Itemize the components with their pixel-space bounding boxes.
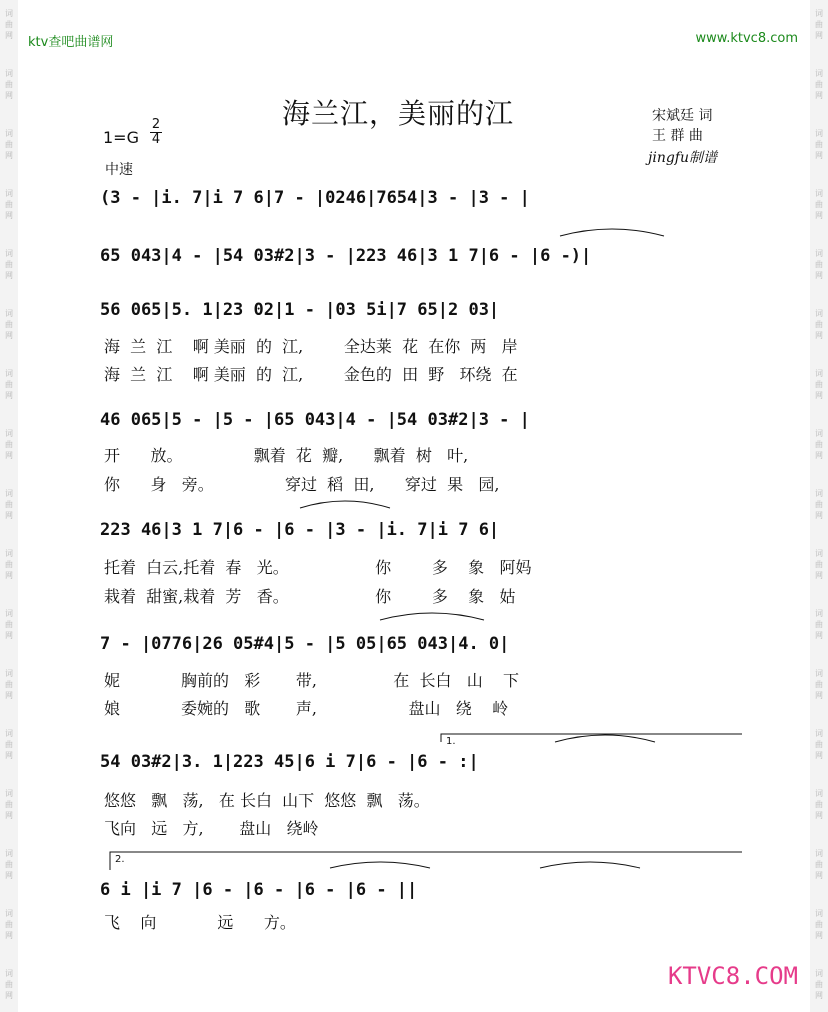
- side-watermark: 词 曲 网: [5, 309, 13, 340]
- lyric-line-5b: 栽着 甜蜜,栽着 芳 香。 你 多 象 姑: [104, 587, 516, 606]
- lyric-line-7b: 飞向 远 方, 盘山 绕岭: [104, 819, 319, 838]
- footer-logo[interactable]: KTVC8.COM: [667, 962, 798, 990]
- side-watermark: 词 曲 网: [815, 69, 823, 100]
- notation-line-2: 65 043|4 - |54 03#2|3 - |223 46|3 1 7|6 - |6 -)|: [100, 246, 592, 266]
- lyric-line-5a: 托着 白云,托着 春 光。 你 多 象 阿妈: [104, 558, 532, 577]
- notation-line-7: 54 03#2|3. 1|223 45|6 i 7|6 - |6 - :|: [100, 752, 479, 772]
- side-watermark: 词 曲 网: [815, 609, 823, 640]
- side-watermark: 词 曲 网: [5, 429, 13, 460]
- tie-4: [555, 735, 655, 742]
- side-watermark: 词 曲 网: [815, 309, 823, 340]
- side-watermark: 词 曲 网: [815, 729, 823, 760]
- first-ending-label: 1.: [446, 736, 456, 747]
- lyric-line-3a: 海 兰 江 啊 美丽 的 江, 全达莱 花 在你 两 岸: [104, 337, 518, 356]
- side-watermark: 词 曲 网: [5, 789, 13, 820]
- notation-line-1: (3 - |i. 7|i 7 6|7 - |0246|7654|3 - |3 - |: [100, 188, 530, 208]
- side-watermark: 词 曲 网: [5, 189, 13, 220]
- tie-5: [330, 862, 430, 868]
- side-watermark: 词 曲 网: [5, 609, 13, 640]
- side-watermark: 词 曲 网: [5, 69, 13, 100]
- tie-1: [560, 229, 664, 236]
- notation-line-8: 6 i |i 7 |6 - |6 - |6 - |6 - ||: [100, 880, 418, 900]
- side-watermark: 词 曲 网: [815, 909, 823, 940]
- side-watermark: 词 曲 网: [815, 789, 823, 820]
- side-watermark: 词 曲 网: [815, 429, 823, 460]
- second-ending-label: 2.: [115, 854, 125, 865]
- side-watermark: 词 曲 网: [5, 549, 13, 580]
- key-signature: 1=G: [103, 128, 139, 147]
- side-watermark: 词 曲 网: [5, 9, 13, 40]
- side-watermark: 词 曲 网: [5, 129, 13, 160]
- side-watermark: 词 曲 网: [815, 969, 823, 1000]
- side-watermark: 词 曲 网: [5, 969, 13, 1000]
- lyric-line-3b: 海 兰 江 啊 美丽 的 江, 金色的 田 野 环绕 在: [104, 365, 518, 384]
- composer-credit: 王 群 曲: [652, 128, 703, 144]
- side-watermark: 词 曲 网: [5, 489, 13, 520]
- tie-6: [540, 862, 640, 868]
- lyric-line-6b: 娘 委婉的 歌 声, 盘山 绕 岭: [104, 699, 509, 718]
- notation-line-3: 56 065|5. 1|23 02|1 - |03 5i|7 65|2 03|: [100, 300, 500, 320]
- side-watermark: 词 曲 网: [815, 189, 823, 220]
- side-watermark: 词 曲 网: [815, 249, 823, 280]
- tempo-marking: 中速: [105, 162, 133, 178]
- side-watermark: 词 曲 网: [815, 489, 823, 520]
- lyric-line-4b: 你 身 旁。 穿过 稻 田, 穿过 果 园,: [104, 475, 500, 494]
- site-url-right[interactable]: www.ktvc8.com: [695, 31, 798, 46]
- side-watermark: 词 曲 网: [815, 549, 823, 580]
- lyric-line-8a: 飞 向 远 方。: [104, 913, 296, 932]
- side-watermark: 词 曲 网: [815, 669, 823, 700]
- lyric-line-6a: 妮 胸前的 彩 带, 在 长白 山 下: [104, 671, 520, 690]
- notation-line-6: 7 - |0776|26 05#4|5 - |5 05|65 043|4. 0|: [100, 634, 510, 654]
- lyric-line-4a: 开 放。 飘着 花 瓣, 飘着 树 叶,: [104, 446, 469, 465]
- notation-line-5: 223 46|3 1 7|6 - |6 - |3 - |i. 7|i 7 6|: [100, 520, 500, 540]
- side-watermark: 词 曲 网: [5, 369, 13, 400]
- side-watermark: 词 曲 网: [5, 909, 13, 940]
- site-name-left[interactable]: ktv查吧曲谱网: [28, 35, 114, 50]
- side-watermark: 词 曲 网: [5, 849, 13, 880]
- side-watermark: 词 曲 网: [815, 129, 823, 160]
- side-watermark: 词 曲 网: [5, 249, 13, 280]
- time-signature-top: 2: [151, 117, 161, 132]
- lyricist-credit: 宋斌廷 词: [652, 108, 713, 124]
- lyric-line-7a: 悠悠 飘 荡, 在 长白 山下 悠悠 飘 荡。: [104, 791, 430, 810]
- side-watermark: 词 曲 网: [5, 729, 13, 760]
- song-title: 海兰江，美丽的江: [282, 97, 515, 130]
- side-watermark: 词 曲 网: [815, 9, 823, 40]
- side-watermark: 词 曲 网: [815, 849, 823, 880]
- tie-3: [380, 613, 484, 620]
- time-signature-bottom: 4: [151, 132, 161, 147]
- tie-2: [300, 501, 390, 508]
- arranger-credit: jingfu制谱: [648, 150, 717, 166]
- side-watermark: 词 曲 网: [5, 669, 13, 700]
- notation-line-4: 46 065|5 - |5 - |65 043|4 - |54 03#2|3 - |: [100, 410, 530, 430]
- side-watermark: 词 曲 网: [815, 369, 823, 400]
